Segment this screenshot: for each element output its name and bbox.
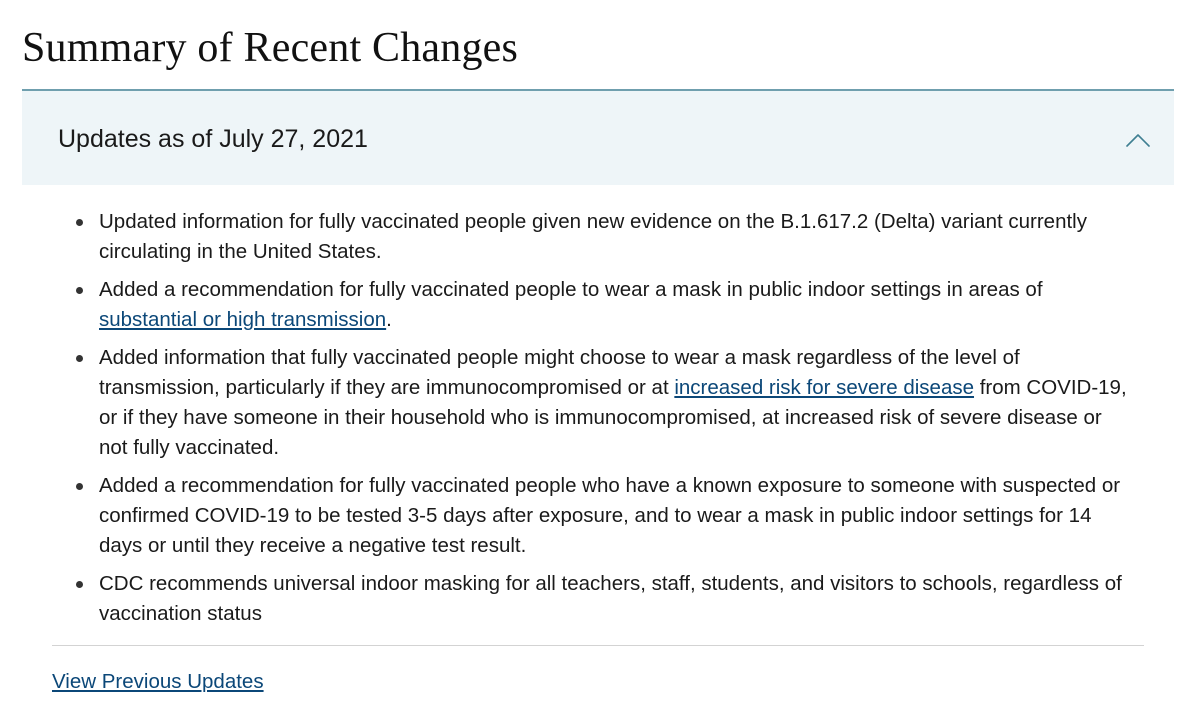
list-item [30, 569, 1130, 629]
updates-accordion [22, 89, 1174, 185]
divider [52, 645, 1144, 646]
bullet-icon [76, 355, 83, 362]
substantial-high-transmission-link[interactable]: substantial or high transmission [99, 308, 387, 331]
chevron-up-icon[interactable] [1126, 133, 1150, 147]
list-item [30, 207, 1130, 267]
page-title: Summary of Recent Changes [22, 25, 519, 71]
list-item [30, 471, 1130, 561]
bullet-icon [76, 483, 83, 490]
accordion-header[interactable] [22, 89, 1174, 185]
bullet-icon [76, 219, 83, 226]
accordion-title: Updates as of July 27, 2021 [58, 125, 368, 153]
increased-risk-link[interactable]: increased risk for severe disease [674, 376, 975, 399]
update-text: CDC recommends universal indoor masking for all teachers, staff, students, and visitors to schools, regardless of vaccination status [99, 572, 1122, 625]
bullet-icon [76, 287, 83, 294]
update-text-end: . [386, 308, 392, 331]
view-previous-updates-link[interactable]: View Previous Updates [52, 670, 264, 693]
update-text: Updated information for fully vaccinated people given new evidence on the B.1.617.2 (Delta) variant currently circulating in the United States. [99, 210, 1087, 263]
list-item [30, 275, 1130, 335]
bullet-icon [76, 581, 83, 588]
update-text-end: from COVID-19, or if they have someone in their household who is immunocompromised, at increased risk of severe disease or not fully vaccinated. [99, 376, 1127, 459]
update-text: Added a recommendation for fully vaccinated people who have a known exposure to someone with suspected or confirmed COVID-19 to be tested 3-5 days after exposure, and to wear a mask in public indoor settings for 14 days or until they receive a negative test result. [99, 474, 1121, 557]
update-text: Added a recommendation for fully vaccinated people to wear a mask in public indoor settings in areas of [99, 278, 1043, 301]
list-item [30, 343, 1130, 463]
updates-list [30, 207, 1130, 637]
update-text: Added information that fully vaccinated people might choose to wear a mask regardless of the level of transmission, particularly if they are immunocompromised or at [99, 346, 1020, 399]
